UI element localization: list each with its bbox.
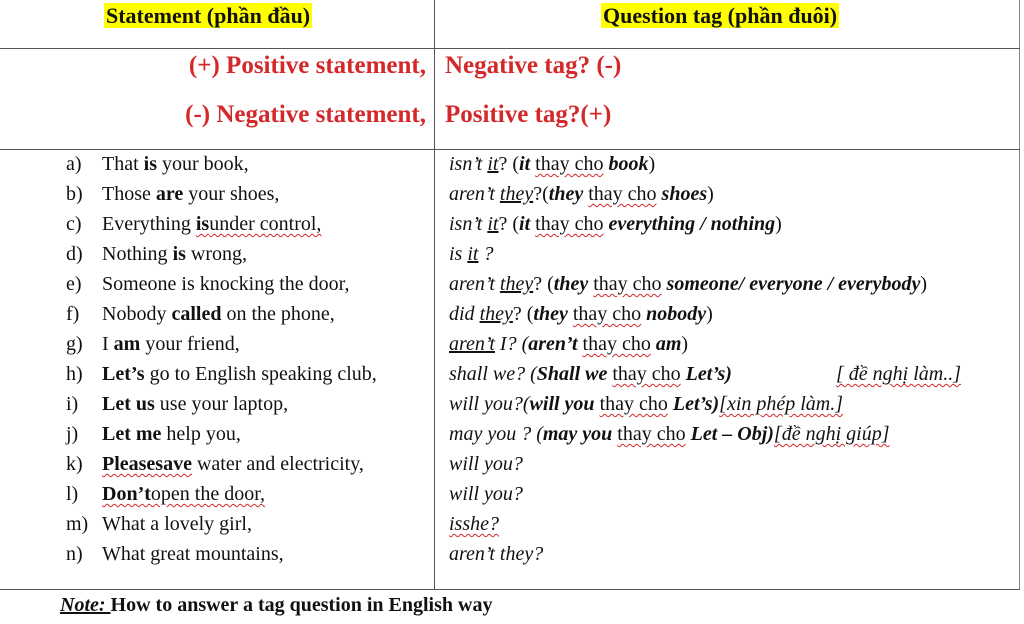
row-label: c) <box>66 213 82 235</box>
statement: Let’s go to English speaking club, <box>102 363 377 385</box>
row-label: e) <box>66 273 82 295</box>
positive-tag-rule: Positive tag?(+) <box>445 101 612 128</box>
negative-tag-rule: Negative tag? (-) <box>445 52 622 79</box>
column-divider <box>434 0 435 590</box>
note-text: How to answer a tag question in English way <box>110 594 493 616</box>
row-label: a) <box>66 153 82 175</box>
question-tag: isn’t it? (it thay cho everything / nothing) <box>449 213 782 235</box>
question-tag: aren’t they? (they thay cho someone/ everyone / everybody) <box>449 273 927 295</box>
statement: Let me help you, <box>102 423 241 445</box>
note-label: Note: <box>60 594 111 616</box>
statement: That is your book, <box>102 153 249 175</box>
question-tag: shall we? (Shall we thay cho Let’s) [ đề nghị làm..] <box>449 363 961 385</box>
question-tag: is it ? <box>449 243 494 265</box>
statement: Let us use your laptop, <box>102 393 289 415</box>
row-label: l) <box>66 483 79 505</box>
statement: What great mountains, <box>102 543 284 565</box>
statement: Those are your shoes, <box>102 183 280 205</box>
note-line <box>60 592 492 618</box>
positive-statement-rule: (+) Positive statement, <box>188 52 426 79</box>
question-tag: aren’t I? (aren’t thay cho am) <box>449 333 689 355</box>
statement: Someone is knocking the door, <box>102 273 350 295</box>
statement: What a lovely girl, <box>102 513 252 535</box>
question-tag: isn’t it? (it thay cho book) <box>449 153 656 175</box>
question-tag: may you ? (may you thay cho Let – Obj)[đề nghị giúp] <box>449 423 890 445</box>
statement: Pleasesave water and electricity, <box>102 453 364 475</box>
statement: I am your friend, <box>102 333 240 355</box>
row-label: i) <box>66 393 79 415</box>
statement-column-header: Statement (phần đầu) <box>106 3 311 28</box>
question-tag: will you? <box>449 483 523 505</box>
question-tag: will you? <box>449 453 523 475</box>
question-tag: aren’t they?(they thay cho shoes) <box>449 183 714 205</box>
row-label: n) <box>66 543 83 565</box>
negative-statement-rule: (-) Negative statement, <box>185 101 426 128</box>
table-bottom-border <box>0 589 1020 590</box>
row-label: k) <box>66 453 83 475</box>
statement: Everything isunder control, <box>102 213 322 235</box>
question-tag: aren’t they? <box>449 543 544 565</box>
tag-column-header: Question tag (phần đuôi) <box>603 3 838 28</box>
question-tag: isshe? <box>449 513 499 535</box>
table-right-border <box>1019 0 1020 590</box>
statement: Nothing is wrong, <box>102 243 248 265</box>
row-label: h) <box>66 363 83 385</box>
row-label: m) <box>66 513 89 535</box>
question-tag: did they? (they thay cho nobody) <box>449 303 713 325</box>
header-divider <box>0 48 1020 49</box>
row-label: f) <box>66 303 80 325</box>
statement: Don’topen the door, <box>102 483 266 505</box>
question-tag: will you?(will you thay cho Let’s)[xin phép làm.] <box>449 393 844 415</box>
row-label: j) <box>66 423 79 445</box>
statement: Nobody called on the phone, <box>102 303 335 325</box>
row-label: g) <box>66 333 83 355</box>
row-label: b) <box>66 183 83 205</box>
row-label: d) <box>66 243 83 265</box>
